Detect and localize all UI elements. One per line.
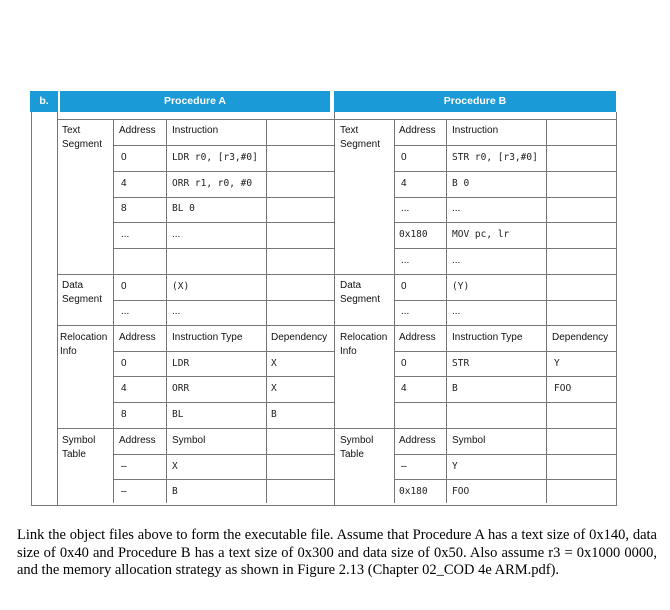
a-symbol-row-symbol: X — [172, 461, 178, 472]
b-text-instruction-header: Instruction — [452, 125, 499, 136]
b-reloc-row-address: 4 — [401, 383, 407, 394]
b-text-row-instruction: MOV pc, lr — [452, 229, 510, 240]
b-text-row-instruction: ... — [452, 203, 461, 214]
a-reloc-row-address: 4 — [121, 383, 127, 394]
a-symbol-address-header: Address — [119, 435, 156, 446]
b-relocation-label: Relocation Info — [340, 332, 388, 357]
b-data-row-value: (Y) — [452, 281, 470, 292]
b-reloc-address-header: Address — [399, 332, 436, 343]
a-symbol-table-label: Symbol Table — [62, 435, 96, 460]
a-text-instruction-header: Instruction — [172, 125, 219, 136]
a-reloc-address-header: Address — [119, 332, 156, 343]
b-symbol-header: Symbol — [452, 435, 486, 446]
a-reloc-dependency-header: Dependency — [271, 332, 328, 343]
a-reloc-row-type: BL — [172, 409, 184, 420]
a-reloc-row-dependency: X — [271, 383, 277, 394]
a-text-row-address: 8 — [121, 203, 127, 214]
a-symbol-header: Symbol — [172, 435, 206, 446]
procedure-a-title: Procedure A — [60, 91, 330, 112]
a-text-row-instruction: BL 0 — [172, 203, 195, 214]
a-reloc-row-address: 8 — [121, 409, 127, 420]
b-reloc-row-dependency: FOO — [554, 383, 572, 394]
a-symbol-row-symbol: B — [172, 486, 178, 497]
a-reloc-row-type: ORR — [172, 383, 190, 394]
b-text-row-instruction: B 0 — [452, 178, 470, 189]
b-text-row-instruction: ... — [452, 255, 461, 266]
b-symbol-address-header: Address — [399, 435, 436, 446]
procedure-b-title: Procedure B — [334, 91, 616, 112]
a-reloc-type-header: Instruction Type — [172, 332, 243, 343]
b-reloc-row-type: STR — [452, 358, 470, 369]
a-data-row-address: 0 — [121, 281, 127, 292]
a-reloc-row-dependency: B — [271, 409, 277, 420]
b-symbol-row-address: – — [401, 461, 407, 472]
a-reloc-row-address: 0 — [121, 358, 127, 369]
b-text-segment-label: Text Segment — [340, 125, 381, 150]
b-text-address-header: Address — [399, 125, 436, 136]
b-symbol-row-symbol: Y — [452, 461, 458, 472]
a-data-row-address: ... — [121, 306, 130, 317]
a-text-row-instruction: ORR r1, r0, #0 — [172, 178, 253, 189]
a-text-row-instruction: LDR r0, [r3,#0] — [172, 152, 258, 163]
part-label: b. — [30, 91, 58, 112]
a-reloc-row-dependency: X — [271, 358, 277, 369]
a-text-row-instruction: ... — [172, 229, 181, 240]
b-symbol-row-address: 0x180 — [399, 486, 428, 497]
b-text-row-address: 4 — [401, 178, 407, 189]
b-reloc-type-header: Instruction Type — [452, 332, 523, 343]
b-reloc-row-type: B — [452, 383, 458, 394]
problem-statement: Link the object files above to form the executable file. Assume that Procedure A has a text size of 0x140, data size of 0x40 and Procedure B has a text size of 0x300 and data size of 0x50. Also assume r3 = 0x1000 0000, and the memory allocation strategy as shown in Figure 2.13 (Chapter 02_COD 4e ARM.pdf). — [17, 527, 657, 578]
a-symbol-row-address: – — [121, 461, 127, 472]
a-text-row-address: 0 — [121, 152, 127, 163]
b-reloc-dependency-header: Dependency — [552, 332, 609, 343]
a-data-row-value: ... — [172, 306, 181, 317]
b-symbol-row-symbol: FOO — [452, 486, 470, 497]
a-text-row-address: ... — [121, 229, 130, 240]
a-data-segment-label: Data Segment — [62, 280, 103, 305]
b-text-row-address: ... — [401, 203, 410, 214]
a-data-row-value: (X) — [172, 281, 190, 292]
a-text-row-address: 4 — [121, 178, 127, 189]
b-symbol-table-label: Symbol Table — [340, 435, 374, 460]
a-symbol-row-address: – — [121, 486, 127, 497]
b-data-row-address: 0 — [401, 281, 407, 292]
b-reloc-row-dependency: Y — [554, 358, 560, 369]
b-text-row-address: 0 — [401, 152, 407, 163]
b-text-row-address: ... — [401, 255, 410, 266]
a-text-address-header: Address — [119, 125, 156, 136]
a-reloc-row-type: LDR — [172, 358, 190, 369]
b-text-row-instruction: STR r0, [r3,#0] — [452, 152, 538, 163]
a-relocation-label: Relocation Info — [60, 332, 108, 357]
b-reloc-row-address: 0 — [401, 358, 407, 369]
b-data-row-value: ... — [452, 306, 461, 317]
a-text-segment-label: Text Segment — [62, 125, 103, 150]
b-data-segment-label: Data Segment — [340, 280, 381, 305]
b-text-row-address: 0x180 — [399, 229, 428, 240]
b-data-row-address: ... — [401, 306, 410, 317]
